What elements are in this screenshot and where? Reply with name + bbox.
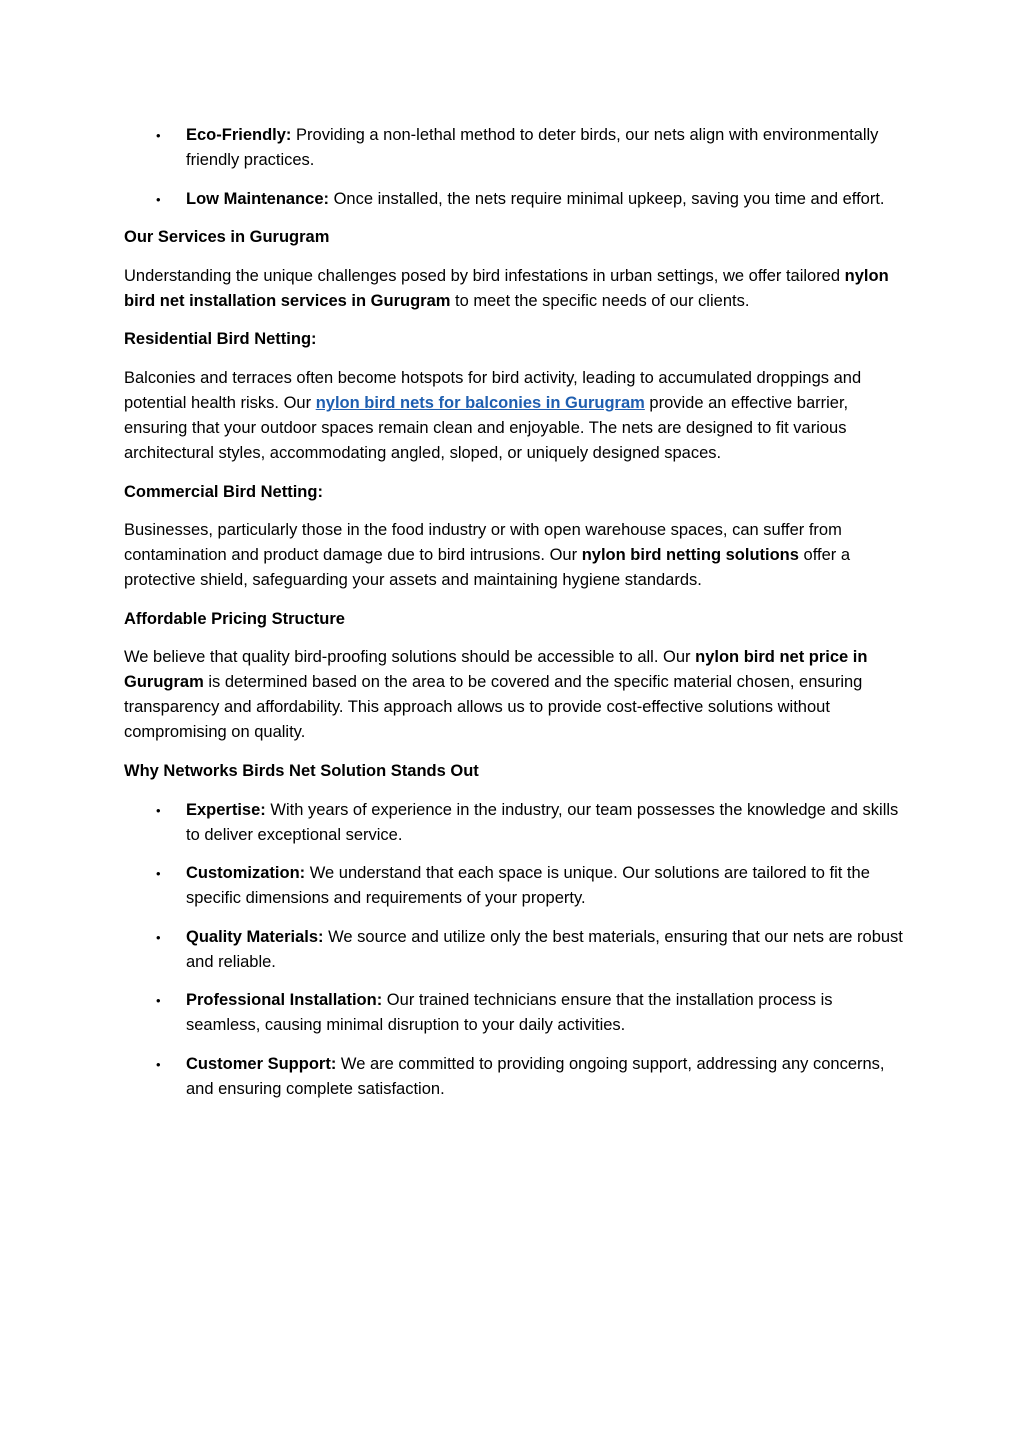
list-item [124,861,904,911]
bullet-icon: • [156,866,161,882]
list-item [124,1052,904,1102]
list-item-text: With years of experience in the industry, our team possesses the knowledge and skills to deliver exceptional service. [186,800,899,844]
list-item-term: Low Maintenance: [186,189,330,208]
bullet-icon: • [156,1056,161,1072]
commercial-text-pre: Businesses, particularly those in the food industry or with open warehouse spaces, can suffer from contamination and product damage due to bird intrusions. Our [124,521,842,565]
benefits-list [124,123,904,212]
list-item [124,798,904,848]
list-item-term: Professional Installation: [186,991,383,1010]
pricing-heading: Affordable Pricing Structure [124,609,345,628]
list-item-term: Customer Support: [186,1054,337,1073]
list-item [124,925,904,975]
why-list [124,798,904,1102]
list-item [124,187,904,212]
bullet-icon: • [156,191,161,207]
pricing-text-bold: nylon bird net price in Gurugram [124,648,868,692]
residential-paragraph [124,366,904,466]
list-item-term: Eco-Friendly: [186,126,292,144]
list-item-text: We understand that each space is unique. Our solutions are tailored to fit the specific dimensions and requirements of your property. [186,864,870,908]
commercial-paragraph [124,518,904,593]
why-heading: Why Networks Birds Net Solution Stands Out [124,761,479,780]
bullet-icon: • [156,929,161,945]
services-heading: Our Services in Gurugram [124,228,330,247]
list-item-text: We are committed to providing ongoing support, addressing any concerns, and ensuring complete satisfaction. [186,1054,885,1098]
list-item-text: Providing a non-lethal method to deter birds, our nets align with environmentally friendly practices. [186,126,879,169]
residential-heading: Residential Bird Netting: [124,330,317,349]
list-item-text: Our trained technicians ensure that the installation process is seamless, causing minimal disruption to your daily activities. [186,991,833,1035]
list-item-term: Expertise: [186,800,266,819]
services-intro-bold: nylon bird net installation services in Gurugram [124,266,889,310]
bullet-icon: • [156,128,161,143]
list-item [124,988,904,1038]
pricing-text-post: is determined based on the area to be covered and the specific material chosen, ensuring transparency and affordability. This approach allows us to provide cost-effective solutions without compromising on quality. [124,673,863,742]
bullet-icon: • [156,993,161,1009]
list-item [124,123,904,173]
document-page [124,123,904,1116]
list-item-term: Customization: [186,864,306,883]
list-item-text: We source and utilize only the best materials, ensuring that our nets are robust and reliable. [186,927,903,971]
residential-text-pre: Balconies and terraces often become hotspots for bird activity, leading to accumulated droppings and potential health risks. Our [124,368,862,412]
commercial-text-bold: nylon bird netting solutions [581,546,799,565]
services-intro-post: to meet the specific needs of our clients. [450,291,750,310]
bullet-icon: • [156,802,161,818]
residential-text-post: provide an effective barrier, ensuring that your outdoor spaces remain clean and enjoyable. The nets are designed to fit various architectural styles, accommodating angled, sloped, or uniquely designed spaces. [124,393,849,462]
pricing-paragraph [124,645,904,745]
list-item-term: Quality Materials: [186,927,324,946]
services-paragraph [124,264,904,314]
commercial-text-post: offer a protective shield, safeguarding your assets and maintaining hygiene standards. [124,546,851,590]
list-item-text: Once installed, the nets require minimal upkeep, saving you time and effort. [329,189,885,208]
services-intro-pre: Understanding the unique challenges posed by bird infestations in urban settings, we offer tailored [124,266,845,285]
pricing-text-pre: We believe that quality bird-proofing solutions should be accessible to all. Our [124,648,696,667]
balcony-nets-link[interactable]: nylon bird nets for balconies in Gurugram [315,393,645,412]
commercial-heading: Commercial Bird Netting: [124,482,323,501]
